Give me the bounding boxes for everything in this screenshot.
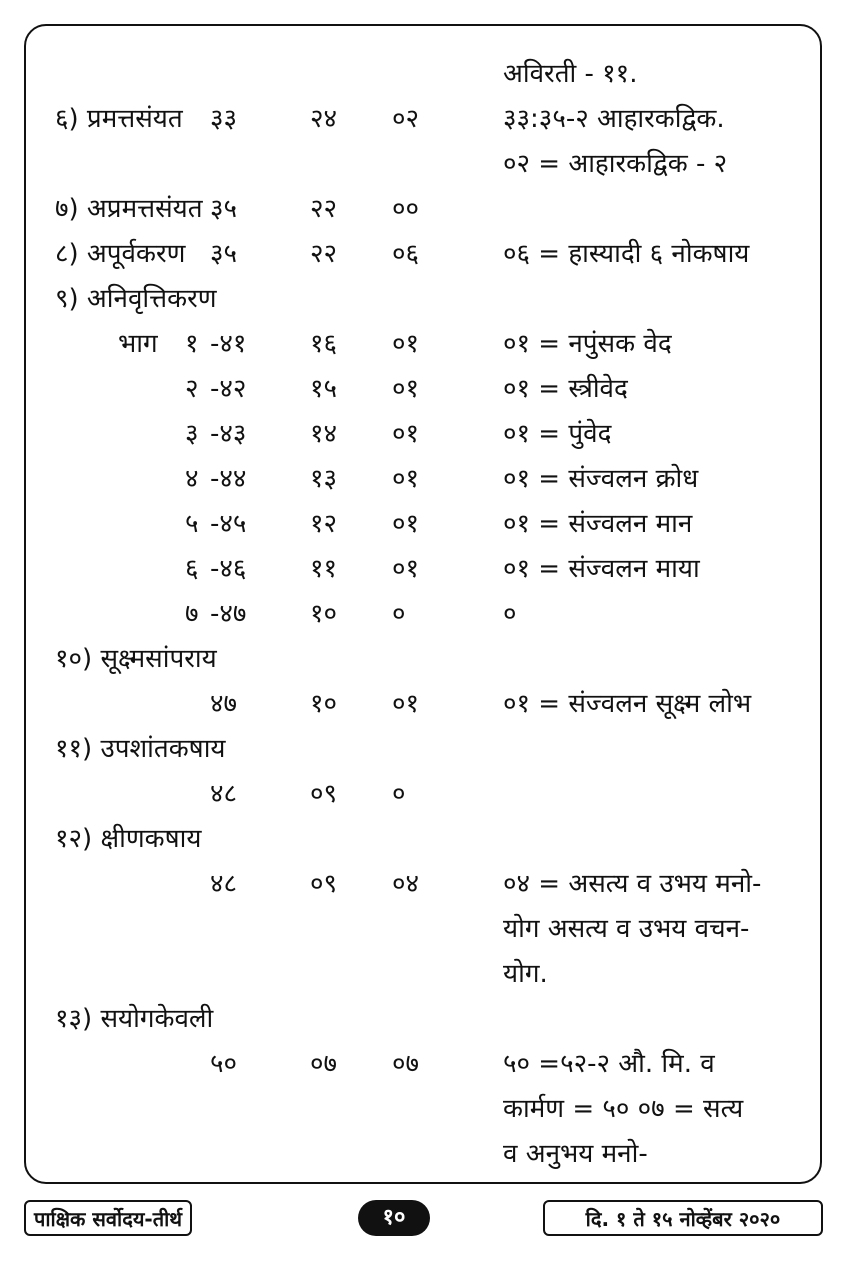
value-c: ०४: [392, 869, 420, 899]
value-b: १६: [310, 329, 338, 359]
value-a: ४८: [210, 869, 238, 899]
table-row: [0, 142, 850, 186]
value-a: -४७: [210, 599, 247, 629]
page-number-badge: १०: [358, 1200, 430, 1236]
table-row: [0, 97, 850, 141]
table-row: [0, 187, 850, 231]
value-a: -४६: [210, 554, 247, 584]
value-b: २४: [310, 104, 338, 134]
table-row: [0, 547, 850, 591]
value-c: ०२: [392, 104, 420, 134]
table-row: [0, 637, 850, 681]
row-label: ७) अप्रमत्तसंयत: [55, 194, 203, 224]
value-a: -४१: [210, 329, 247, 359]
note-text: ५० =५२-२ औ. मि. व: [503, 1049, 715, 1079]
row-label: १३) सयोगकेवली: [55, 1004, 214, 1034]
value-c: ००: [392, 194, 420, 224]
value-a: ३५: [210, 239, 238, 269]
value-a: -४५: [210, 509, 247, 539]
value-b: ०९: [310, 869, 338, 899]
note-text: ०१ = संज्वलन मान: [503, 509, 693, 539]
value-c: ०१: [392, 464, 420, 494]
table-row: [0, 52, 850, 96]
row-label: ६) प्रमत्तसंयत: [55, 104, 183, 134]
value-c: ०७: [392, 1049, 420, 1079]
table-row: [0, 727, 850, 771]
row-label: १२) क्षीणकषाय: [55, 824, 202, 854]
value-a: ४७: [210, 689, 238, 719]
part-number: १: [185, 329, 199, 359]
table-row: [0, 1087, 850, 1131]
part-number: ४: [185, 464, 199, 494]
note-text: ०६ = हास्यादी ६ नोकषाय: [503, 239, 750, 269]
note-text: अविरती - ११.: [503, 59, 638, 89]
value-c: ०१: [392, 329, 420, 359]
value-b: ११: [310, 554, 338, 584]
value-c: ०१: [392, 509, 420, 539]
part-number: ६: [185, 554, 199, 584]
table-row: [0, 457, 850, 501]
note-text: ०१ = संज्वलन माया: [503, 554, 700, 584]
row-label: ११) उपशांतकषाय: [55, 734, 226, 764]
value-c: ०१: [392, 419, 420, 449]
row-label: ९) अनिवृत्तिकरण: [55, 284, 217, 314]
table-row: [0, 502, 850, 546]
row-label: १०) सूक्ष्मसांपराय: [55, 644, 217, 674]
value-c: ०: [392, 779, 406, 809]
value-c: ०: [392, 599, 406, 629]
value-b: ०७: [310, 1049, 338, 1079]
note-text: व अनुभय मनो-: [503, 1139, 648, 1169]
value-a: ४८: [210, 779, 238, 809]
value-b: १०: [310, 689, 338, 719]
note-text: ०१ = संज्वलन सूक्ष्म लोभ: [503, 689, 752, 719]
value-a: ३५: [210, 194, 238, 224]
value-b: १२: [310, 509, 338, 539]
issue-date: दि. १ ते १५ नोव्हेंबर २०२०: [543, 1200, 823, 1236]
value-c: ०१: [392, 689, 420, 719]
table-row: [0, 772, 850, 816]
value-a: -४४: [210, 464, 247, 494]
table-row: [0, 322, 850, 366]
table-row: [0, 1042, 850, 1086]
note-text: योग.: [503, 959, 548, 989]
value-c: ०१: [392, 374, 420, 404]
part-number: २: [185, 374, 199, 404]
publication-name: पाक्षिक सर्वोदय-तीर्थ: [24, 1200, 192, 1236]
part-number: ७: [185, 599, 199, 629]
part-number: ३: [185, 419, 199, 449]
table-row: [0, 232, 850, 276]
row-label: ८) अपूर्वकरण: [55, 239, 186, 269]
table-row: [0, 277, 850, 321]
value-b: २२: [310, 194, 338, 224]
table-row: [0, 997, 850, 1041]
value-b: १५: [310, 374, 338, 404]
note-text: ०२ = आहारकद्विक - २: [503, 149, 728, 179]
table-row: [0, 1132, 850, 1176]
table-row: [0, 862, 850, 906]
table-row: [0, 367, 850, 411]
value-b: ०९: [310, 779, 338, 809]
note-text: ०१ = संज्वलन क्रोध: [503, 464, 699, 494]
row-label: भाग: [118, 329, 158, 359]
note-text: ०१ = स्त्रीवेद: [503, 374, 628, 404]
value-a: ५०: [210, 1049, 238, 1079]
note-text: कार्मण = ५० ०७ = सत्य: [503, 1094, 744, 1124]
note-text: ०४ = असत्य व उभय मनो-: [503, 869, 762, 899]
note-text: ३३:३५-२ आहारकद्विक.: [503, 104, 725, 134]
note-text: ०: [503, 599, 517, 629]
table-row: [0, 952, 850, 996]
value-b: २२: [310, 239, 338, 269]
part-number: ५: [185, 509, 199, 539]
value-a: -४३: [210, 419, 247, 449]
value-b: १३: [310, 464, 338, 494]
value-b: १०: [310, 599, 338, 629]
note-text: ०१ = पुंवेद: [503, 419, 612, 449]
table-row: [0, 592, 850, 636]
table-row: [0, 907, 850, 951]
value-c: ०१: [392, 554, 420, 584]
value-a: ३३: [210, 104, 238, 134]
table-row: [0, 682, 850, 726]
note-text: योग असत्य व उभय वचन-: [503, 914, 750, 944]
value-a: -४२: [210, 374, 247, 404]
note-text: ०१ = नपुंसक वेद: [503, 329, 672, 359]
table-row: [0, 817, 850, 861]
table-row: [0, 412, 850, 456]
value-c: ०६: [392, 239, 420, 269]
value-b: १४: [310, 419, 338, 449]
